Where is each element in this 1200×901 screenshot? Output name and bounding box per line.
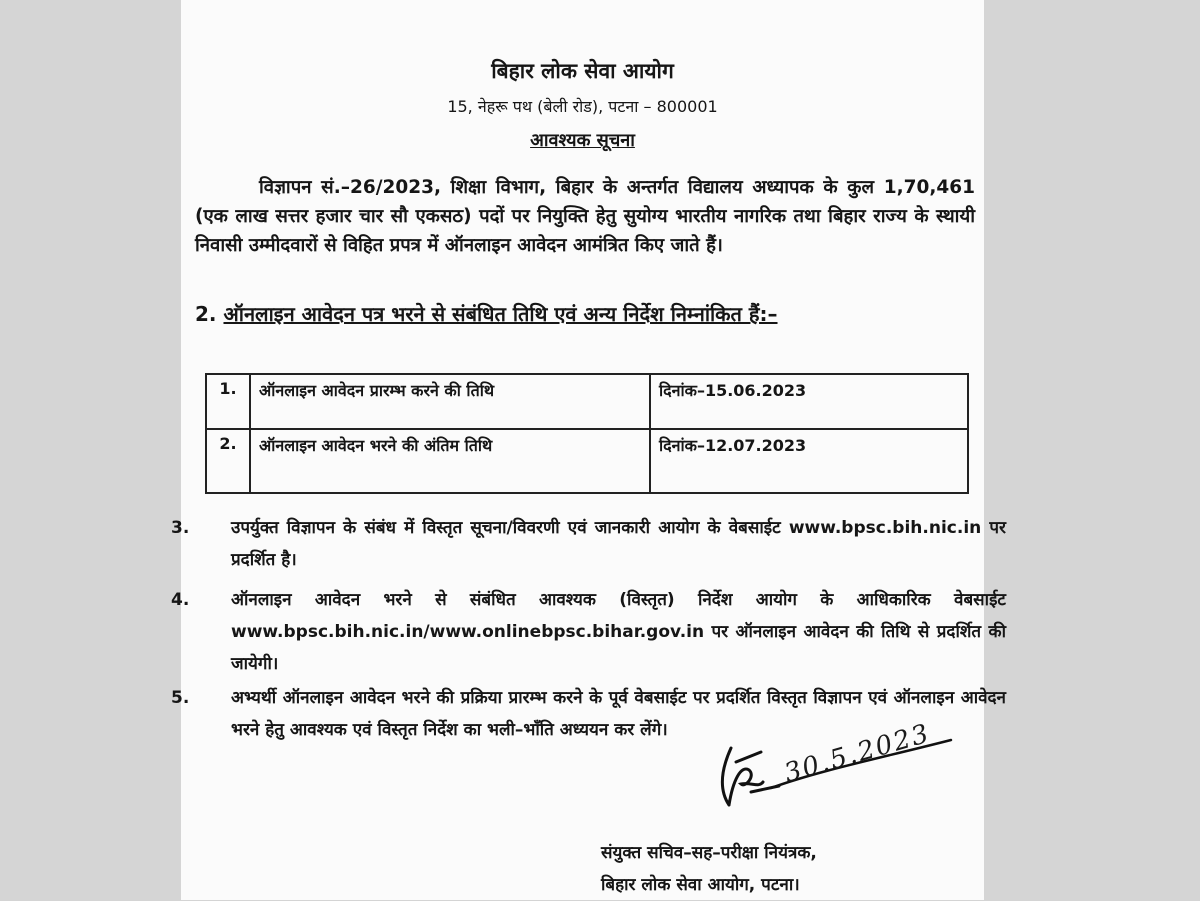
dates-table — [205, 373, 969, 494]
row-date: दिनांक–15.06.2023 — [650, 374, 968, 429]
row-num: 2. — [206, 429, 250, 493]
notice-document — [171, 0, 1006, 900]
intro-paragraph — [195, 173, 975, 260]
point-2 — [195, 300, 975, 329]
table-row — [206, 374, 968, 429]
designation-block — [601, 837, 931, 901]
point-3-num: 3. — [171, 518, 190, 538]
point-3 — [171, 512, 1006, 576]
point-4-text: ऑनलाइन आवेदन भरने से संबंधित आवश्यक (विस्तृत) निर्देश आयोग के आधिकारिक वेबसाईट www.bpsc.bih.nic.in/www.onlinebpsc.bihar.gov.in पर ऑनलाइन आवेदन की तिथि से प्रदर्शित की जायेगी। — [231, 590, 1006, 674]
point-5-text: अभ्यर्थी ऑनलाइन आवेदन भरने की प्रक्रिया प्रारम्भ करने के पूर्व वेबसाईट पर प्रदर्शित विस्तृत विज्ञापन एवं ऑनलाइन आवेदन भरने हेतु आवश्यक एवं विस्तृत निर्देश का भली–भाँति अध्ययन कर लेंगे। — [231, 688, 1006, 740]
point-4-num: 4. — [171, 590, 190, 610]
point-5-num: 5. — [171, 688, 190, 708]
left-margin — [0, 0, 181, 900]
right-margin — [984, 0, 1200, 900]
table-row — [206, 429, 968, 493]
row-num: 1. — [206, 374, 250, 429]
org-title: बिहार लोक सेवा आयोग — [491, 59, 674, 83]
row-date: दिनांक–12.07.2023 — [650, 429, 968, 493]
intro-text: शिक्षा विभाग, बिहार के अन्तर्गत विद्यालय अध्यापक के कुल 1,70,461 (एक लाख सत्तर हजार चार सौ एकसठ) पदों पर नियुक्ति हेतु सुयोग्य भारतीय नागरिक तथा बिहार राज्य के स्थायी निवासी उम्मीदवारों से विहित प्रपत्र में ऑनलाइन आवेदन आमंत्रित किए जाते हैं। — [195, 177, 976, 256]
point-2-num: 2. — [195, 302, 217, 326]
office-line: बिहार लोक सेवा आयोग, पटना। — [601, 875, 800, 895]
point-3-text: उपर्युक्त विज्ञापन के संबंध में विस्तृत सूचना/विवरणी एवं जानकारी आयोग के वेबसाईट www.bpsc.bih.nic.in पर प्रदर्शित है। — [231, 518, 1006, 570]
notice-heading: आवश्यक सूचना — [530, 130, 635, 151]
point-2-text: ऑनलाइन आवेदन पत्र भरने से संबंधित तिथि एवं अन्य निर्देश निम्नांकित हैं:– — [223, 302, 778, 326]
row-desc: ऑनलाइन आवेदन प्रारम्भ करने की तिथि — [250, 374, 650, 429]
point-4 — [171, 584, 1006, 680]
signature-date: 30.5.2023 — [781, 718, 934, 789]
designation-line: संयुक्त सचिव–सह–परीक्षा नियंत्रक, — [601, 843, 817, 863]
advert-number: विज्ञापन सं.–26/2023, — [259, 177, 441, 198]
row-desc: ऑनलाइन आवेदन भरने की अंतिम तिथि — [250, 429, 650, 493]
org-address: 15, नेहरू पथ (बेली रोड), पटना – 800001 — [447, 97, 718, 116]
